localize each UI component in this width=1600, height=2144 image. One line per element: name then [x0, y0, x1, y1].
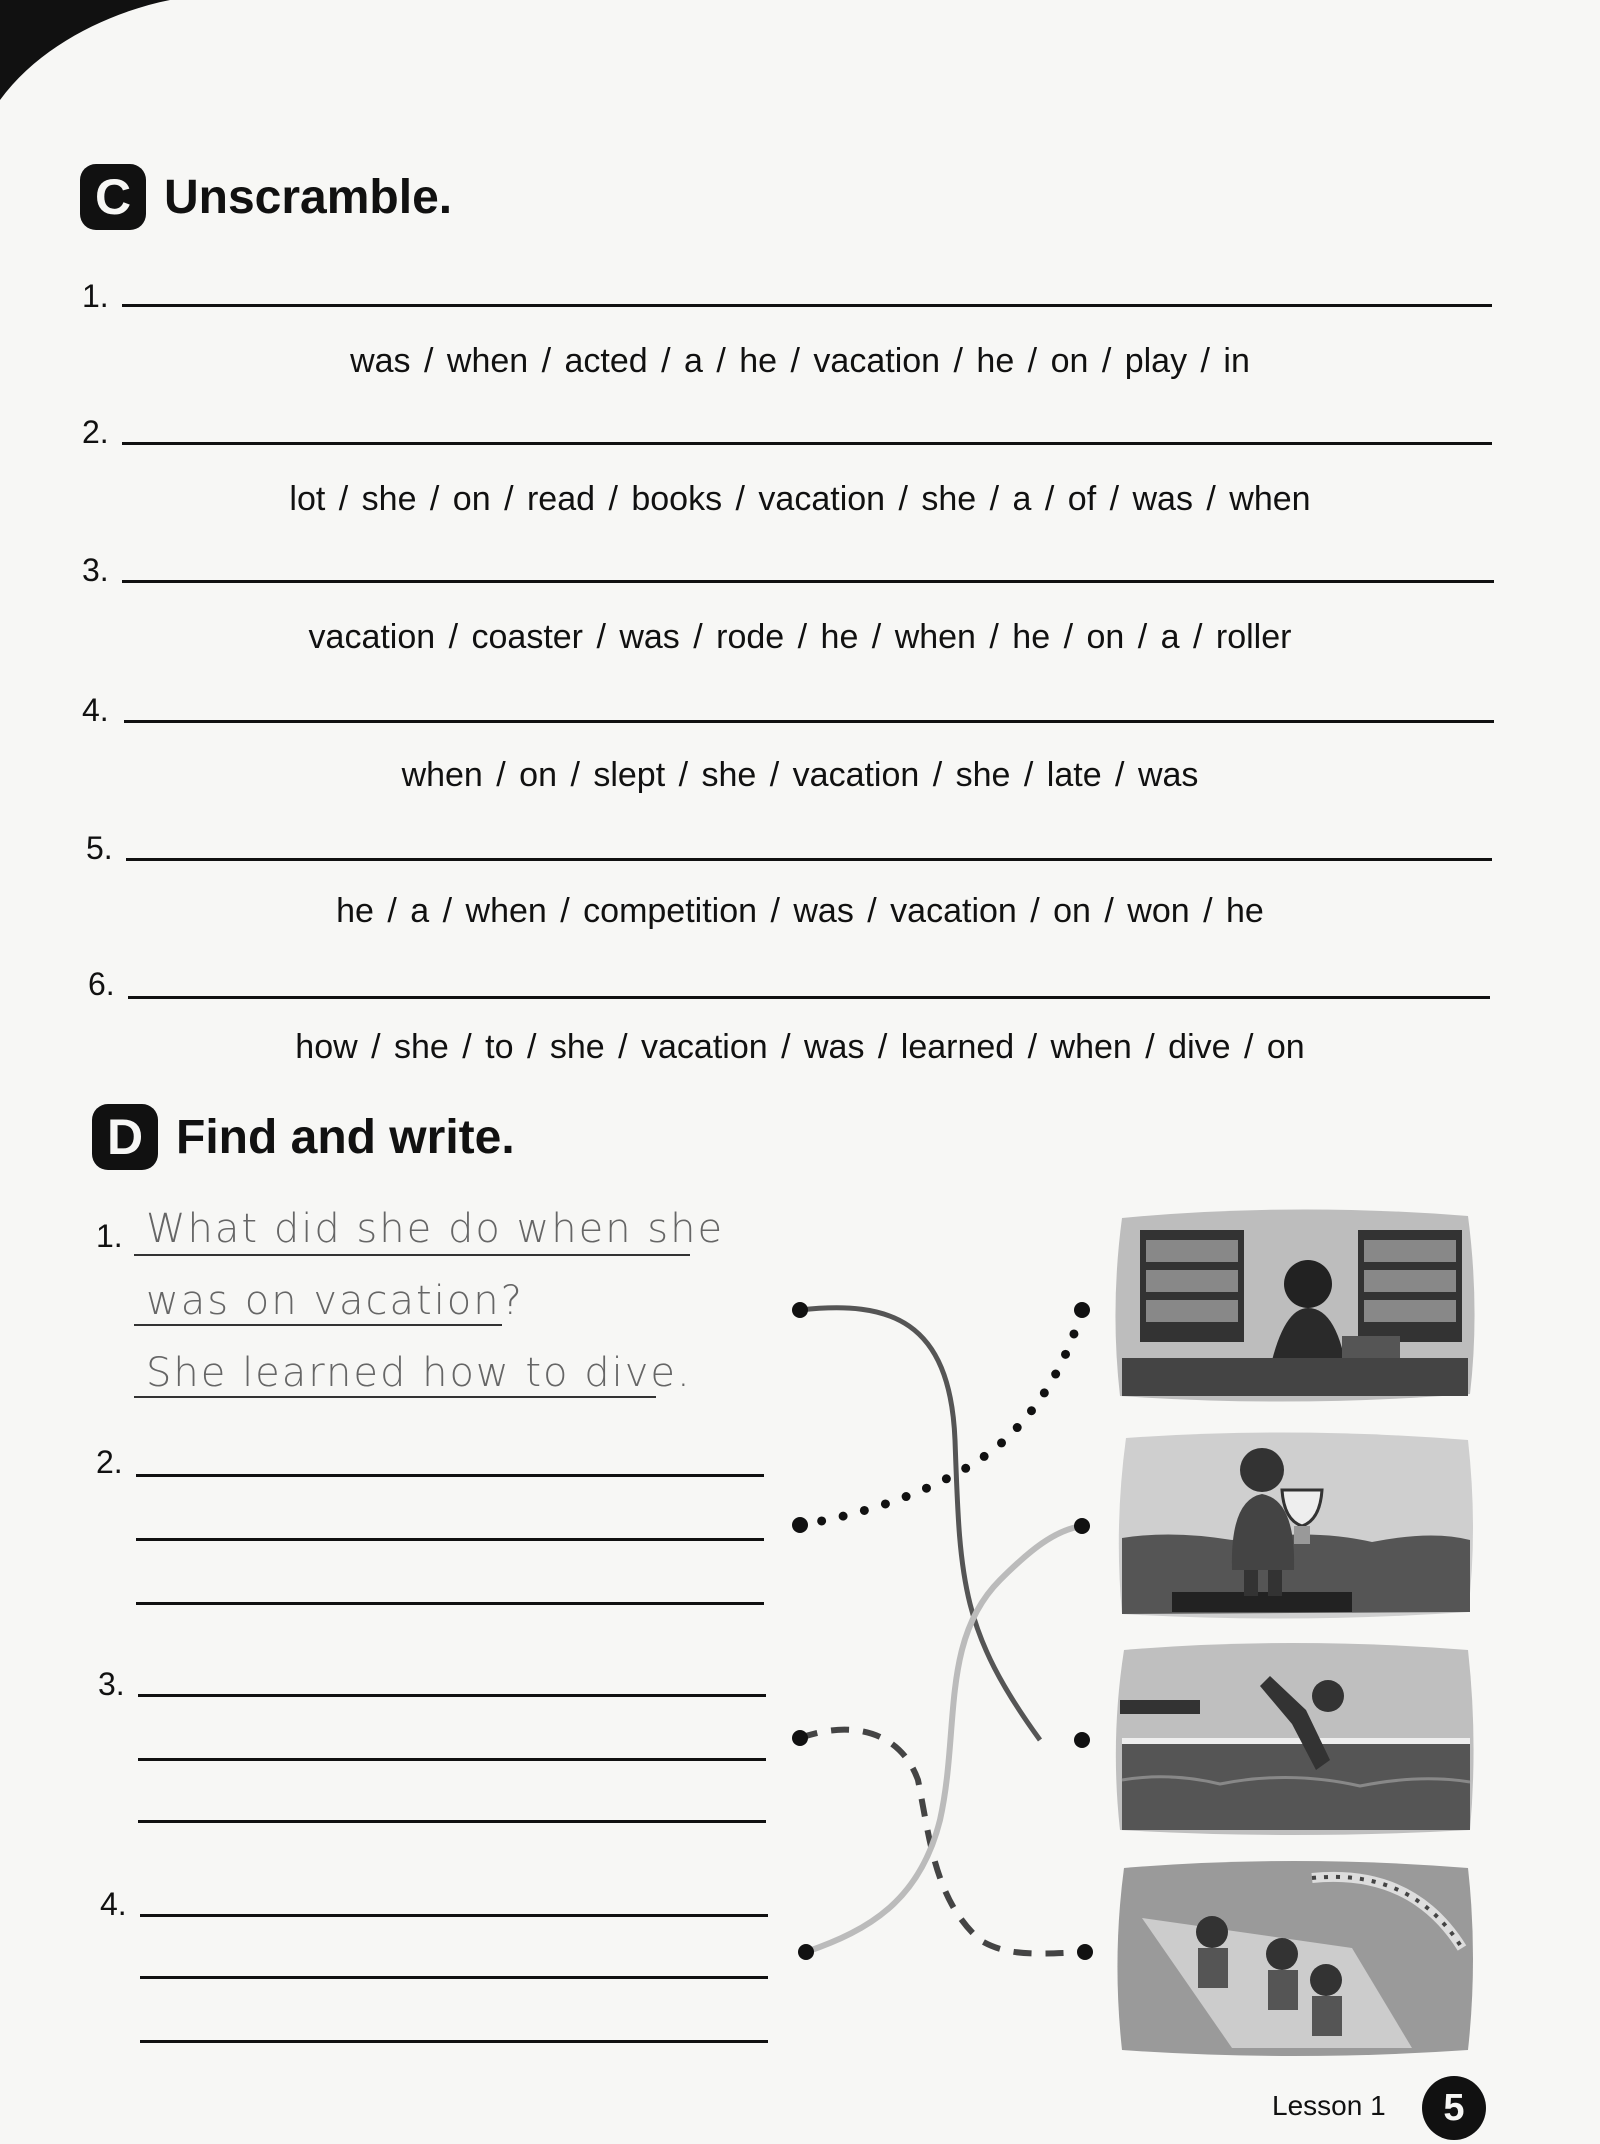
example-question-line2: was on vacation? — [146, 1278, 524, 1324]
item-number: 6. — [88, 966, 115, 1002]
answer-line[interactable] — [138, 1820, 766, 1823]
item-number: 3. — [82, 552, 109, 588]
answer-line[interactable] — [124, 720, 1494, 723]
answer-line[interactable] — [138, 1758, 766, 1761]
item-number: 1. — [96, 1218, 123, 1254]
item-number: 5. — [86, 830, 113, 866]
answer-line[interactable] — [128, 996, 1490, 999]
dot-right-4 — [1077, 1944, 1093, 1960]
section-d-badge: D — [92, 1104, 158, 1170]
footer-lesson-label: Lesson 1 — [1272, 2090, 1386, 2121]
scrambled-words: vacation / coaster / was / rode / he / when / he / on / a / roller — [308, 618, 1292, 656]
scrambled-words: how / she / to / she / vacation / was / learned / when / dive / on — [295, 1028, 1305, 1066]
library-reading-picture — [1112, 1208, 1478, 1404]
answer-line[interactable] — [122, 442, 1492, 445]
dot-left-2 — [792, 1517, 808, 1533]
scrambled-words: he / a / when / competition / was / vacation / on / won / he — [336, 892, 1264, 930]
trophy-winner-picture — [1112, 1430, 1478, 1622]
answer-line[interactable] — [122, 580, 1494, 583]
answer-line[interactable] — [126, 858, 1492, 861]
section-c-header — [80, 164, 452, 230]
diving-picture — [1110, 1640, 1480, 1840]
answer-line[interactable] — [136, 1474, 764, 1477]
example-question-line1: What did she do when she — [146, 1206, 725, 1252]
dot-right-2 — [1074, 1518, 1090, 1534]
dot-left-3 — [792, 1730, 808, 1746]
answer-line — [134, 1254, 690, 1256]
item-number: 4. — [100, 1886, 127, 1922]
section-c-badge: C — [80, 164, 146, 230]
answer-line[interactable] — [122, 304, 1492, 307]
item-number: 2. — [96, 1444, 123, 1480]
item-number: 4. — [82, 692, 109, 728]
item-number: 3. — [98, 1666, 125, 1702]
dot-right-3 — [1074, 1732, 1090, 1748]
dot-right-1 — [1074, 1302, 1090, 1318]
match-line-1-diving — [800, 1308, 1040, 1740]
corner-decoration — [0, 0, 180, 110]
answer-line[interactable] — [140, 1976, 768, 1979]
matching-lines — [770, 1280, 1110, 2000]
answer-line[interactable] — [138, 1694, 766, 1697]
section-d-header — [92, 1104, 515, 1170]
answer-line[interactable] — [140, 1914, 768, 1917]
answer-line[interactable] — [136, 1538, 764, 1541]
scrambled-words: when / on / slept / she / vacation / she / late / was — [401, 756, 1199, 794]
answer-line[interactable] — [140, 2040, 768, 2043]
answer-line — [134, 1324, 502, 1326]
section-d-title: Find and write. — [176, 1110, 515, 1164]
example-answer: She learned how to dive. — [146, 1350, 692, 1396]
match-line-2-library — [800, 1310, 1082, 1525]
match-line-3-coaster — [800, 1730, 1085, 1954]
section-c-title: Unscramble. — [164, 170, 453, 224]
item-number: 2. — [82, 414, 109, 450]
dot-left-1 — [792, 1302, 808, 1318]
answer-line — [134, 1396, 656, 1398]
answer-line[interactable] — [136, 1602, 764, 1605]
roller-coaster-picture — [1112, 1858, 1478, 2060]
scrambled-words: lot / she / on / read / books / vacation / she / a / of / was / when — [289, 480, 1311, 518]
scrambled-words: was / when / acted / a / he / vacation / he / on / play / in — [350, 342, 1250, 380]
page-number-badge: 5 — [1422, 2076, 1486, 2140]
item-number: 1. — [82, 278, 109, 314]
dot-left-4 — [798, 1944, 814, 1960]
